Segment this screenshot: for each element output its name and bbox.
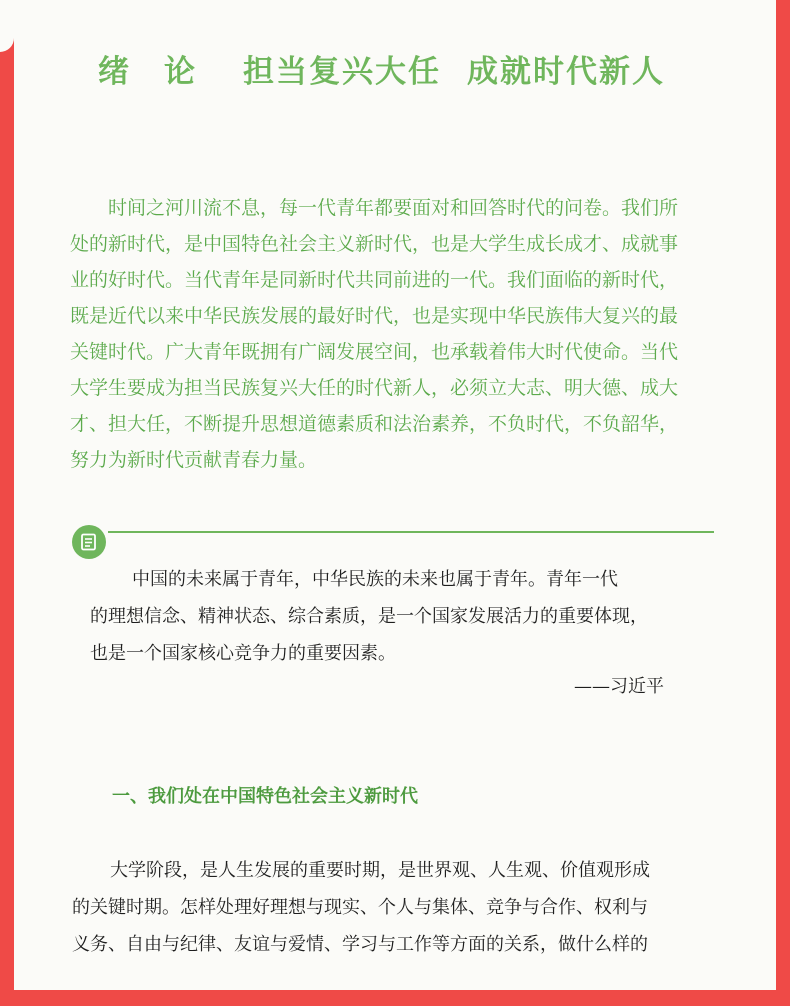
page-corner	[0, 0, 14, 52]
section-heading: 一、我们处在中国特色社会主义新时代	[112, 786, 418, 807]
intro-line: 才、担大任，不断提升思想道德素质和法治素养，不负时代，不负韶华，	[70, 413, 679, 435]
intro-line: 处的新时代，是中国特色社会主义新时代，也是大学生成长成才、成就事	[70, 233, 679, 255]
intro-line: 大学生要成为担当民族复兴大任的时代新人，必须立大志、明大德、成大	[70, 377, 679, 399]
quote-attribution: ——习近平	[574, 676, 664, 697]
intro-line: 关键时代。广大青年既拥有广阔发展空间，也承载着伟大时代使命。当代	[70, 341, 679, 363]
notebook-icon	[72, 525, 106, 559]
chapter-title-main: 担当复兴大任	[243, 54, 441, 90]
intro-line: 既是近代以来中华民族发展的最好时代，也是实现中华民族伟大复兴的最	[70, 305, 679, 327]
chapter-title-prefix: 绪 论	[98, 54, 197, 90]
quote-divider	[108, 531, 714, 533]
chapter-title	[98, 46, 665, 91]
intro-line: 时间之河川流不息，每一代青年都要面对和回答时代的问卷。我们所	[70, 197, 679, 219]
section-body	[72, 852, 722, 963]
intro-line: 业的好时代。当代青年是同新时代共同前进的一代。我们面临的新时代，	[70, 269, 679, 291]
chapter-title-sub: 成就时代新人	[467, 54, 665, 90]
intro-paragraph	[70, 190, 720, 478]
quote-line: 的理想信念、精神状态、综合素质，是一个国家发展活力的重要体现，	[90, 606, 648, 627]
intro-line: 努力为新时代贡献青春力量。	[70, 449, 318, 471]
quote-block	[90, 561, 720, 672]
quote-line: 中国的未来属于青年，中华民族的未来也属于青年。青年一代	[132, 569, 618, 590]
body-line: 义务、自由与纪律、友谊与爱情、学习与工作等方面的关系，做什么样的	[72, 934, 648, 955]
quote-line: 也是一个国家核心竞争力的重要因素。	[90, 643, 396, 664]
body-line: 的关键时期。怎样处理好理想与现实、个人与集体、竞争与合作、权利与	[72, 897, 648, 918]
body-line: 大学阶段，是人生发展的重要时期，是世界观、人生观、价值观形成	[110, 860, 650, 881]
book-page	[14, 0, 776, 990]
